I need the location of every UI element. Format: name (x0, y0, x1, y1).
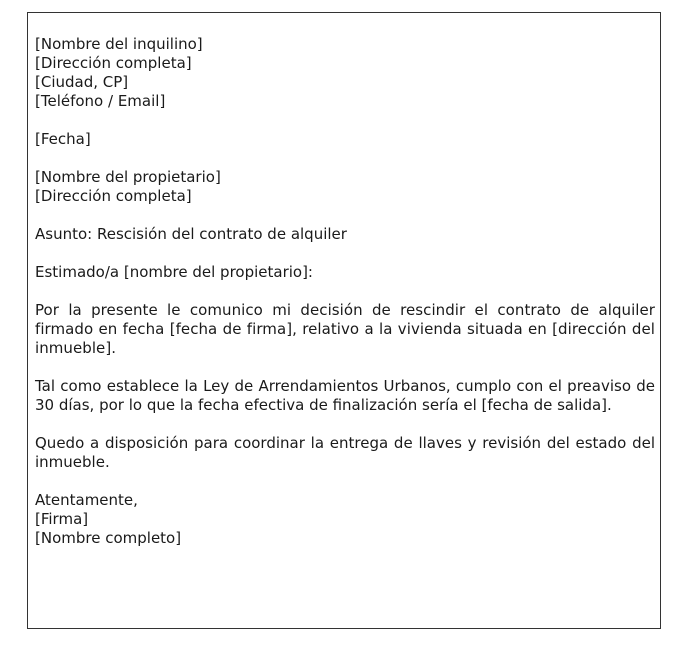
recipient-name: [Nombre del propietario] (35, 168, 221, 186)
letter-salutation: Estimado/a [nombre del propietario]: (35, 263, 313, 281)
recipient-address: [Dirección completa] (35, 187, 192, 205)
letter-body (35, 35, 655, 548)
closing-signature: [Firma] (35, 510, 89, 528)
closing-block (35, 491, 655, 548)
letter-document (27, 12, 661, 629)
sender-name: [Nombre del inquilino] (35, 35, 203, 53)
salutation-block (35, 263, 655, 282)
body-paragraph: Por la presente le comunico mi decisión de rescindir el contrato de alquiler firmado en fecha [fecha de firma], relativo a la vivienda situada en [dirección del inmueble]. (35, 301, 655, 357)
sender-city: [Ciudad, CP] (35, 73, 129, 91)
subject-block (35, 225, 655, 244)
letter-subject: Asunto: Rescisión del contrato de alquiler (35, 225, 347, 243)
letter-date: [Fecha] (35, 130, 91, 148)
sender-block (35, 35, 655, 111)
sender-address: [Dirección completa] (35, 54, 192, 72)
body-paragraph: Quedo a disposición para coordinar la entrega de llaves y revisión del estado del inmueble. (35, 434, 655, 471)
sender-contact: [Teléfono / Email] (35, 92, 166, 110)
recipient-block (35, 168, 655, 206)
closing-full-name: [Nombre completo] (35, 529, 182, 547)
body-paragraph: Tal como establece la Ley de Arrendamientos Urbanos, cumplo con el preaviso de 30 días, por lo que la fecha efectiva de finalización sería el [fecha de salida]. (35, 377, 655, 414)
closing-valediction: Atentamente, (35, 491, 138, 509)
date-block (35, 130, 655, 149)
